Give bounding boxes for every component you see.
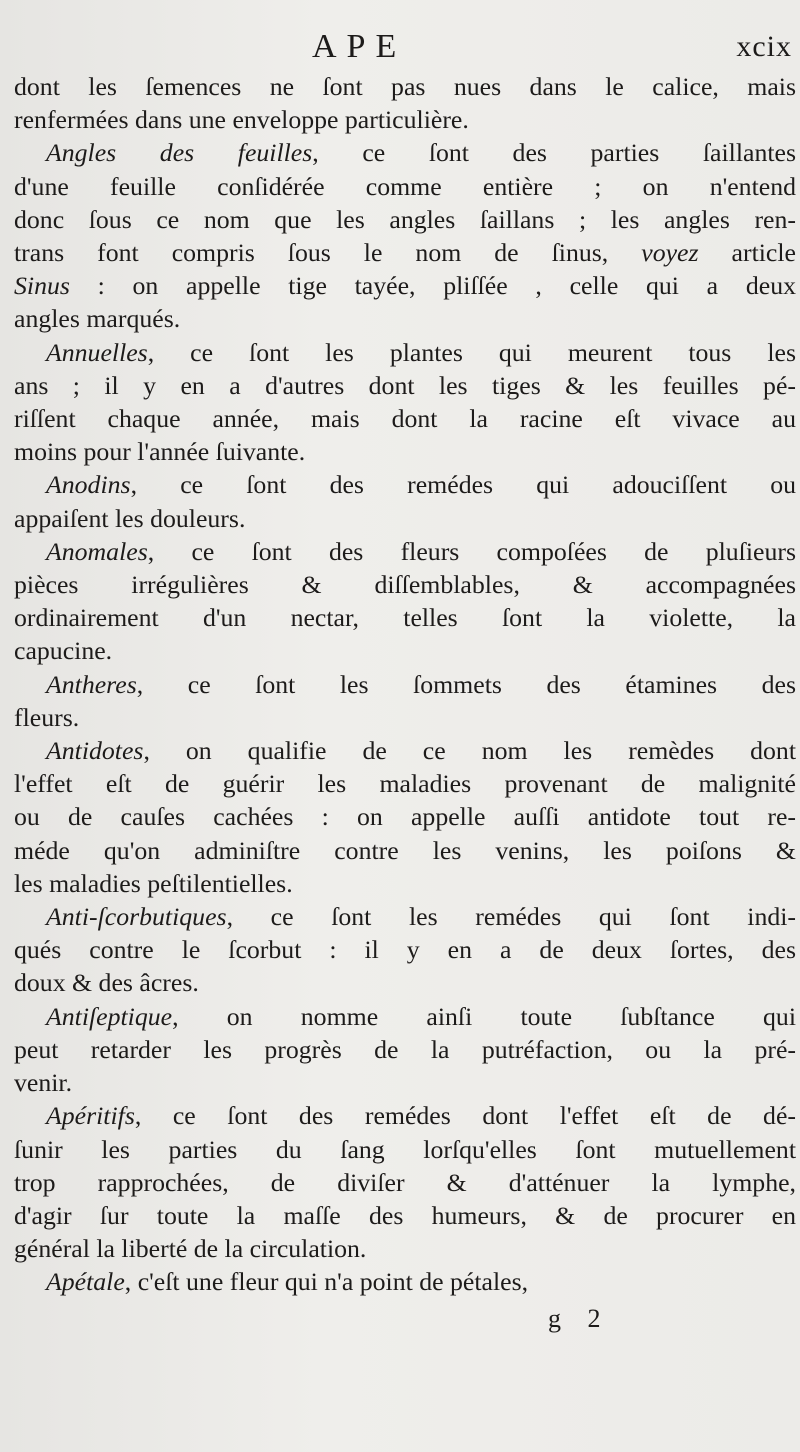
glossary-entry <box>14 900 796 1000</box>
glossary-entry <box>14 535 796 668</box>
line-text: , ce ſont les remédes qui ſont indi- <box>226 902 796 932</box>
line-text: : on appelle tige tayée, pliſſée , celle qui a deux <box>69 271 796 301</box>
text-line <box>14 535 796 568</box>
text-line <box>14 502 796 535</box>
entry-term: Anomales <box>46 536 148 566</box>
line-text: renfermées dans une enveloppe particulière. <box>14 105 469 135</box>
text-line <box>14 601 796 634</box>
text-line <box>14 1166 796 1199</box>
text-line <box>14 966 796 999</box>
entry-term: Antidotes <box>46 736 144 766</box>
entry-term: voyez <box>641 238 699 268</box>
line-text: moins pour l'année ſuivante. <box>14 437 306 467</box>
text-line <box>14 302 796 335</box>
line-text: trans font compris ſous le nom de ſinus, <box>14 238 642 268</box>
entry-term: Antheres <box>46 669 137 699</box>
entry-term: Angles des feuilles <box>46 138 313 168</box>
text-line <box>14 170 796 203</box>
line-text: peut retarder les progrès de la putréfaction, ou la pré- <box>14 1034 796 1064</box>
glossary-entry <box>14 1000 796 1100</box>
entry-term: Antiſeptique <box>46 1001 173 1031</box>
text-line <box>14 800 796 833</box>
line-text: appaiſent les douleurs. <box>14 503 246 533</box>
text-line <box>14 1000 796 1033</box>
glossary-entry <box>14 1099 796 1265</box>
glossary-entry <box>14 70 796 136</box>
glossary-entry <box>14 1265 796 1298</box>
line-text: doux & des âcres. <box>14 968 199 998</box>
line-text: ſunir les parties du ſang lorſqu'elles ſont mutuellement <box>14 1134 796 1164</box>
running-head: APE <box>312 28 407 65</box>
text-line <box>14 1199 796 1232</box>
text-line <box>14 70 796 103</box>
line-text: angles marqués. <box>14 304 181 334</box>
line-text: , ce ſont des remédes dont l'effet eſt de dé- <box>134 1101 796 1131</box>
glossary-entry <box>14 468 796 534</box>
entry-term: Sinus <box>14 271 70 301</box>
entry-term: Apétale <box>46 1267 125 1297</box>
line-text: d'une feuille conſidérée comme entière ; on n'entend <box>14 171 796 201</box>
text-line <box>14 1133 796 1166</box>
line-text: d'agir ſur toute la maſſe des humeurs, & de procurer en <box>14 1200 796 1230</box>
line-text: général la liberté de la circulation. <box>14 1234 367 1264</box>
text-line <box>14 1099 796 1132</box>
text-line <box>14 900 796 933</box>
entry-term: Annuelles <box>46 337 148 367</box>
line-text: méde qu'on adminiſtre contre les venins, les poiſons & <box>14 835 796 865</box>
line-text: l'effet eſt de guérir les maladies provenant de malignité <box>14 769 796 799</box>
line-text: ordinairement d'un nectar, telles ſont la violette, la <box>14 603 796 633</box>
line-text: donc ſous ce nom que les angles ſaillans ; les angles ren- <box>14 204 796 234</box>
glossary-entry <box>14 336 796 469</box>
line-text: article <box>698 238 796 268</box>
text-line <box>14 435 796 468</box>
page-header <box>0 28 800 72</box>
text-line <box>14 701 796 734</box>
line-text: qués contre le ſcorbut : il y en a de deux ſortes, des <box>14 935 796 965</box>
line-text: riſſent chaque année, mais dont la racine eſt vivace au <box>14 404 796 434</box>
line-text: trop rapprochées, de diviſer & d'atténuer la lymphe, <box>14 1167 796 1197</box>
text-line <box>14 236 796 269</box>
signature-mark: g 2 <box>548 1304 611 1333</box>
text-line <box>14 1033 796 1066</box>
line-text: fleurs. <box>14 702 80 732</box>
entry-term: Anti-ſcorbutiques <box>46 902 227 932</box>
text-line <box>14 867 796 900</box>
line-text: ans ; il y en a d'autres dont les tiges & les feuilles pé- <box>14 370 796 400</box>
text-line <box>14 1232 796 1265</box>
line-text: , ce ſont des remédes qui adouciſſent ou <box>130 470 796 500</box>
text-line <box>14 369 796 402</box>
entry-term: Anodins <box>46 470 131 500</box>
text-line <box>14 933 796 966</box>
text-line <box>14 668 796 701</box>
text-line <box>14 734 796 767</box>
glossary-entry <box>14 668 796 734</box>
text-line <box>14 468 796 501</box>
text-line <box>14 1066 796 1099</box>
text-line <box>14 103 796 136</box>
text-line <box>14 1265 796 1298</box>
glossary-entry <box>14 136 796 335</box>
text-line <box>14 634 796 667</box>
entry-term: Apéritifs <box>46 1101 135 1131</box>
line-text: , ce ſont des fleurs compoſées de pluſieurs <box>147 536 796 566</box>
line-text: dont les ſemences ne ſont pas nues dans le calice, mais <box>14 72 796 101</box>
text-line <box>14 203 796 236</box>
line-text: , ce ſont les ſommets des étamines des <box>136 669 796 699</box>
line-text: ou de cauſes cachées : on appelle auſſi antidote tout re- <box>14 802 796 832</box>
text-line <box>14 834 796 867</box>
text-line <box>14 568 796 601</box>
page-number: xcix <box>736 30 792 63</box>
line-text: pièces irrégulières & diſſemblables, & accompagnées <box>14 570 796 600</box>
text-line <box>14 269 796 302</box>
line-text: , ce ſont des parties ſaillantes <box>312 138 796 168</box>
line-text: , c'eſt une fleur qui n'a point de pétales, <box>124 1267 529 1297</box>
line-text: capucine. <box>14 636 113 666</box>
line-text: , ce ſont les plantes qui meurent tous les <box>147 337 796 367</box>
text-line <box>14 136 796 169</box>
line-text: , on nomme ainſi toute ſubſtance qui <box>172 1001 796 1031</box>
glossary-entry <box>14 734 796 900</box>
line-text: les maladies peſtilentielles. <box>14 868 293 898</box>
line-text: venir. <box>14 1068 73 1098</box>
line-text: , on qualifie de ce nom les remèdes dont <box>143 736 796 766</box>
text-line <box>14 402 796 435</box>
text-line <box>14 767 796 800</box>
glossary-text <box>14 70 796 1299</box>
text-line <box>14 336 796 369</box>
